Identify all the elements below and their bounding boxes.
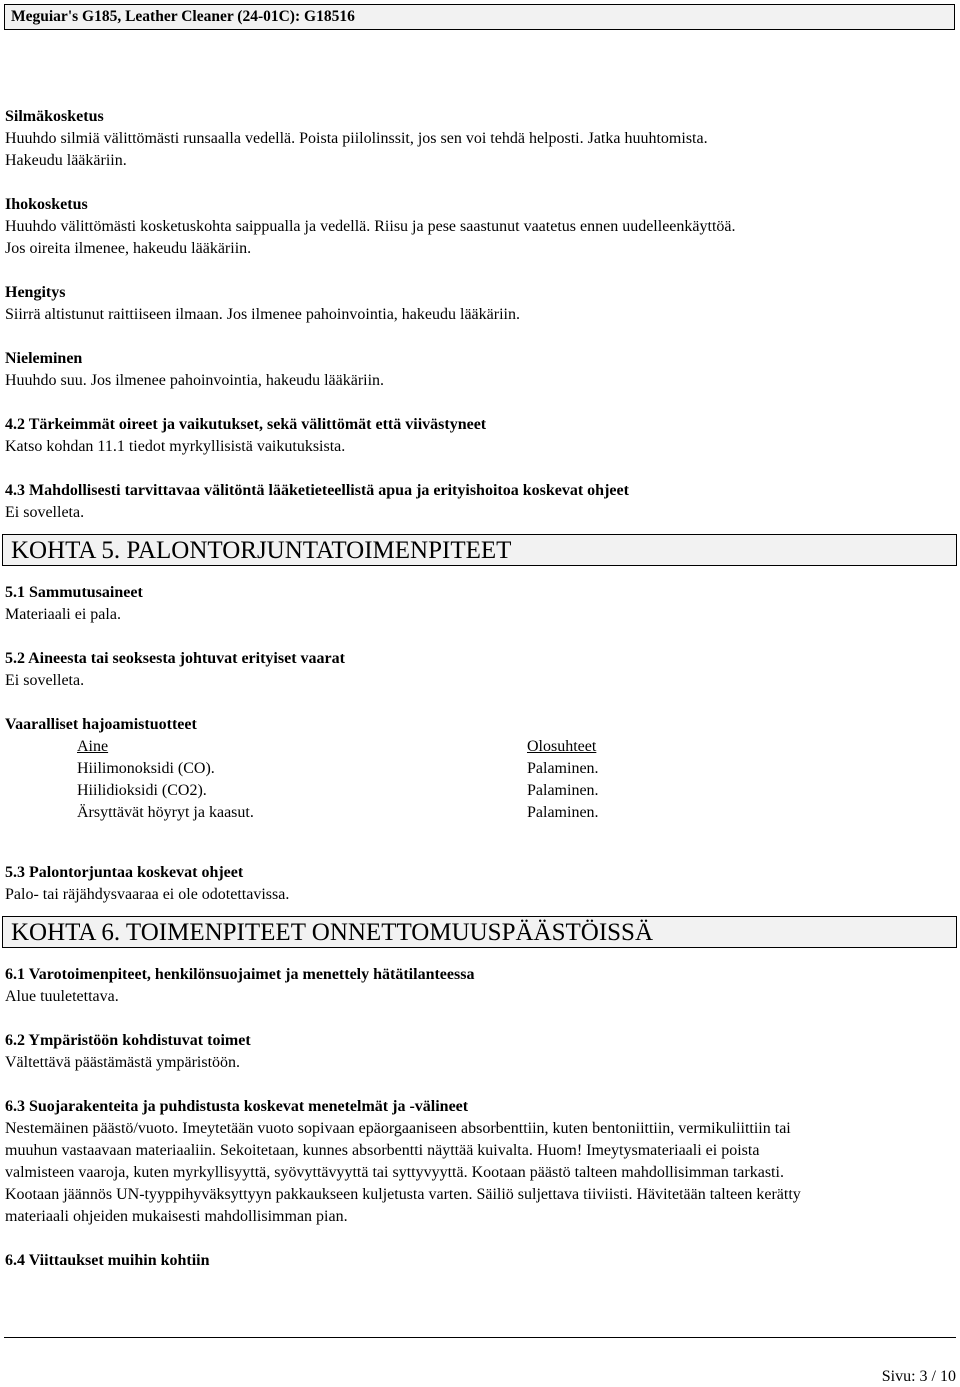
section-banner-kohta-5: KOHTA 5. PALONTORJUNTATOIMENPITEET: [2, 534, 957, 566]
paragraph-line: Nestemäinen päästö/vuoto. Imeytetään vuoto sopivaan epäorgaaniseen absorbenttiin, kuten bentoniittiin, vermikuliittiin tai: [5, 1120, 791, 1137]
paragraph-line: Huuhdo suu. Jos ilmenee pahoinvointia, hakeudu lääkäriin.: [5, 372, 385, 389]
table-cell: Palaminen.: [527, 782, 599, 799]
section-6-2: [5, 1030, 950, 1074]
section-5-3: [5, 862, 950, 906]
paragraph-line: materiaali ohjeiden mukaisesti mahdollisimman pian.: [5, 1208, 348, 1225]
section-inhalation: [5, 282, 950, 326]
decomposition-table: [77, 736, 950, 824]
section-skin-contact: [5, 194, 950, 260]
section-heading: 5.1 Sammutusaineet: [5, 584, 143, 601]
paragraph-line: Huuhdo välittömästi kosketuskohta saippualla ja vedellä. Riisu ja pese saastunut vaatetus ennen uudelleenkäyttöä.: [5, 218, 736, 235]
paragraph-line: Kootaan jäännös UN-tyyppihyväksyttyyn pakkaukseen kuljetusta varten. Säiliö suljettava tiiviisti. Hävitetään talteen kerätty: [5, 1186, 801, 1203]
document-title: Meguiar's G185, Leather Cleaner (24-01C): G18516: [11, 8, 355, 25]
section-hazardous-decomposition: [5, 714, 950, 824]
section-heading: Hengitys: [5, 284, 66, 301]
paragraph-line: Huuhdo silmiä välittömästi runsaalla vedellä. Poista piilolinssit, jos sen voi tehdä helposti. Jatka huuhtomista.: [5, 130, 708, 147]
paragraph-line: Katso kohdan 11.1 tiedot myrkyllisistä vaikutuksista.: [5, 438, 346, 455]
section-5-1: [5, 582, 950, 626]
table-row: [77, 780, 950, 802]
table-cell: Hiilidioksidi (CO2).: [77, 782, 207, 799]
document-header: [4, 4, 955, 30]
paragraph-line: Ei sovelleta.: [5, 504, 85, 521]
section-heading: Silmäkosketus: [5, 108, 104, 125]
page-number: Sivu: 3 / 10: [881, 1368, 956, 1385]
paragraph-line: Jos oireita ilmenee, hakeudu lääkäriin.: [5, 240, 252, 257]
section-6-1: [5, 964, 950, 1008]
table-cell: Palaminen.: [527, 760, 599, 777]
section-heading: 4.3 Mahdollisesti tarvittavaa välitöntä lääketieteellistä apua ja erityishoitoa koskevat ohjeet: [5, 482, 629, 499]
paragraph-line: Vältettävä päästämästä ympäristöön.: [5, 1054, 241, 1071]
section-heading: 5.3 Palontorjuntaa koskevat ohjeet: [5, 864, 244, 881]
section-6-4: [5, 1250, 950, 1272]
section-heading: 4.2 Tärkeimmät oireet ja vaikutukset, sekä välittömät että viivästyneet: [5, 416, 487, 433]
section-heading: 6.4 Viittaukset muihin kohtiin: [5, 1252, 210, 1269]
paragraph-line: Palo- tai räjähdysvaaraa ei ole odotettavissa.: [5, 886, 290, 903]
section-6-3: [5, 1096, 950, 1228]
section-ingestion: [5, 348, 950, 392]
table-cell: Palaminen.: [527, 804, 599, 821]
section-eye-contact: [5, 106, 950, 172]
paragraph-line: valmisteen vaaroja, kuten myrkyllisyyttä, syövyttävyyttä tai syttyvyyttä. Kootaan päästö talteen mahdollisimman tarkasti.: [5, 1164, 784, 1181]
column-header-substance: Aine: [77, 738, 109, 755]
paragraph-line: Hakeudu lääkäriin.: [5, 152, 127, 169]
document-body: [5, 106, 950, 1294]
section-5-2: [5, 648, 950, 692]
paragraph-line: Materiaali ei pala.: [5, 606, 121, 623]
paragraph-line: muuhun vastaavaan materiaaliin. Sekoitetaan, kunnes absorbentti näyttää kuivalta. Huom! Imeytysmateriaali ei poista: [5, 1142, 760, 1159]
section-banner-kohta-6: KOHTA 6. TOIMENPITEET ONNETTOMUUSPÄÄSTÖISSÄ: [2, 916, 957, 948]
paragraph-line: Alue tuuletettava.: [5, 988, 119, 1005]
paragraph-line: Ei sovelleta.: [5, 672, 85, 689]
table-cell: Ärsyttävät höyryt ja kaasut.: [77, 804, 254, 821]
paragraph-line: Siirrä altistunut raittiiseen ilmaan. Jos ilmenee pahoinvointia, hakeudu lääkäriin.: [5, 306, 520, 323]
table-row: [77, 802, 950, 824]
section-heading: Vaaralliset hajoamistuotteet: [5, 716, 197, 733]
column-header-conditions: Olosuhteet: [527, 738, 597, 755]
table-cell: Hiilimonoksidi (CO).: [77, 760, 215, 777]
table-header-row: [77, 736, 950, 758]
footer-divider: [4, 1337, 956, 1338]
section-heading: 6.2 Ympäristöön kohdistuvat toimet: [5, 1032, 251, 1049]
section-4-2: [5, 414, 950, 458]
section-heading: Nieleminen: [5, 350, 83, 367]
section-heading: 5.2 Aineesta tai seoksesta johtuvat erityiset vaarat: [5, 650, 345, 667]
table-row: [77, 758, 950, 780]
section-4-3: [5, 480, 950, 524]
section-heading: Ihokosketus: [5, 196, 88, 213]
section-heading: 6.1 Varotoimenpiteet, henkilönsuojaimet ja menettely hätätilanteessa: [5, 966, 475, 983]
section-heading: 6.3 Suojarakenteita ja puhdistusta koskevat menetelmät ja -välineet: [5, 1098, 469, 1115]
